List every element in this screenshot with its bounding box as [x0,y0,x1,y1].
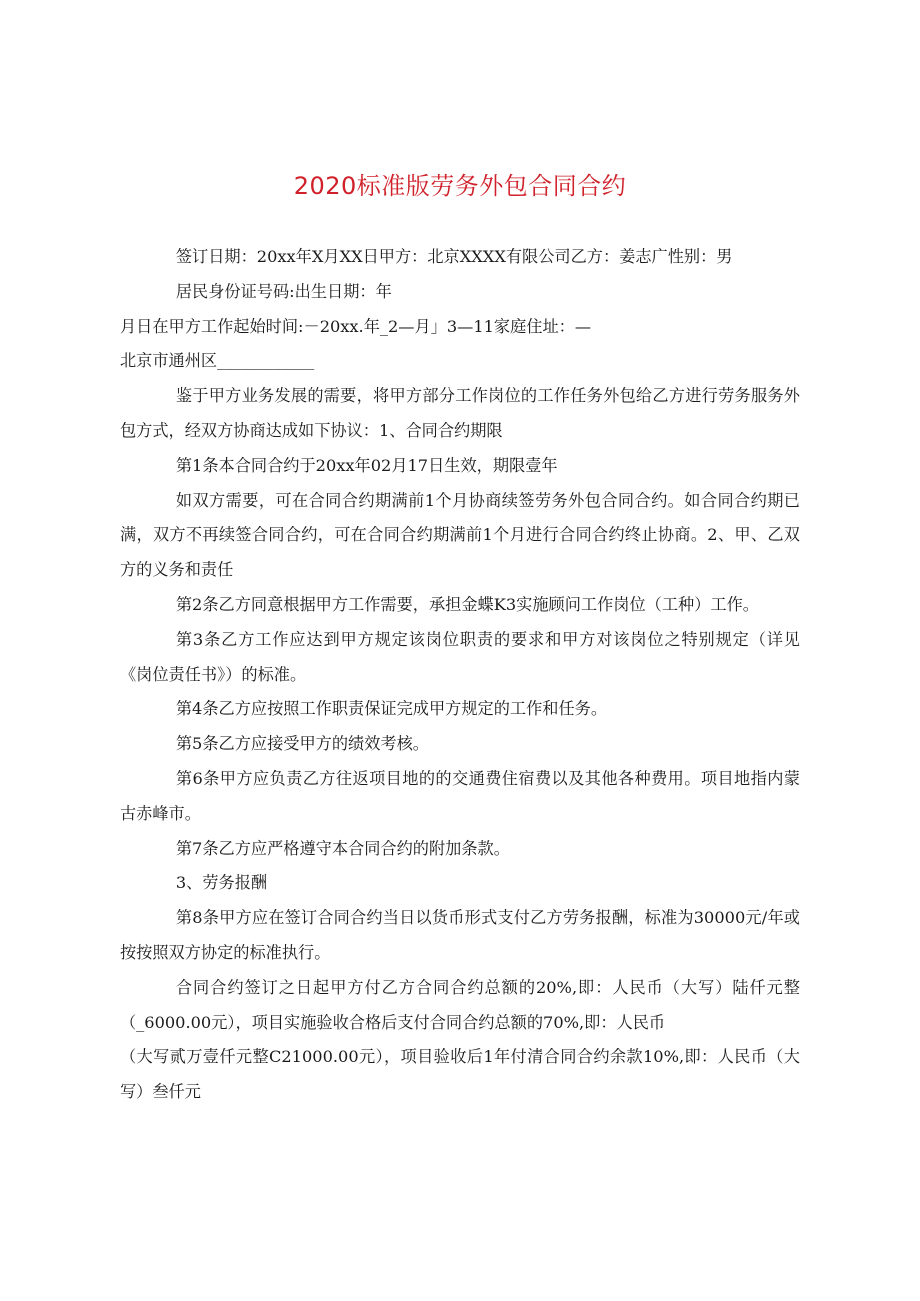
article-8: 第8条甲方应在签订合同合约当日以货币形式支付乙方劳务报酬，标准为30000元/年或按按照双方协定的标准执行。 [120,908,800,962]
section-3-heading: 3、劳务报酬 [175,873,268,893]
id-birth-line: 居民身份证号码:出生日期：年 [175,281,392,301]
document-body [120,240,800,1110]
article-4: 第4条乙方应按照工作职责保证完成甲方规定的工作和任务。 [175,699,608,719]
article-1: 第1条本合同合约于20xx年02月17日生效，期限壹年 [175,455,558,475]
article-6: 第6条甲方应负责乙方往返项目地的的交通费住宿费以及其他各种费用。项目地指内蒙古赤峰市。 [120,768,800,823]
payment-continuation: （大写贰万壹仟元整C21000.00元），项目验收后1年付清合同合约余款10%,即：人民币（大写）叁仟元 [120,1047,800,1102]
document-title: 2020标准版劳务外包合同合约 [293,172,627,200]
payment-paragraph: 合同合约签订之日起甲方付乙方合同合约总额的20%,即：人民币（大写）陆仟元整（_6000.00元），项目实施验收合格后支付合同合约总额的70%,即：人民币 [120,977,800,1032]
signing-info-line: 签订日期：20xx年X月XX日甲方：北京XXXX有限公司乙方：姜志广性别：男 [175,247,733,266]
article-7: 第7条乙方应严格遵守本合同合约的附加条款。 [175,838,510,858]
article-2: 第2条乙方同意根据甲方工作需要，承担金蝶K3实施顾问工作岗位（工种）工作。 [175,594,759,614]
preamble-paragraph: 鉴于甲方业务发展的需要，将甲方部分工作岗位的工作任务外包给乙方进行劳务服务外包方式，经双方协商达成如下协议：1、合同合约期限 [120,386,800,440]
work-start-address-line: 月日在甲方工作起始时间:－20xx.年_2—月」3—11家庭住址：— [120,316,592,336]
address-line: 北京市通州区____________ [120,351,315,371]
article-3: 第3条乙方工作应达到甲方规定该岗位职责的要求和甲方对该岗位之特别规定（详见《岗位责任书》）的标准。 [120,629,800,684]
renewal-paragraph: 如双方需要，可在合同合约期满前1个月协商续签劳务外包合同合约。如合同合约期已满，双方不再续签合同合约，可在合同合约期满前1个月进行合同合约终止协商。2、甲、乙双方的义务和责任 [120,490,800,580]
article-5: 第5条乙方应接受甲方的绩效考核。 [175,734,429,754]
